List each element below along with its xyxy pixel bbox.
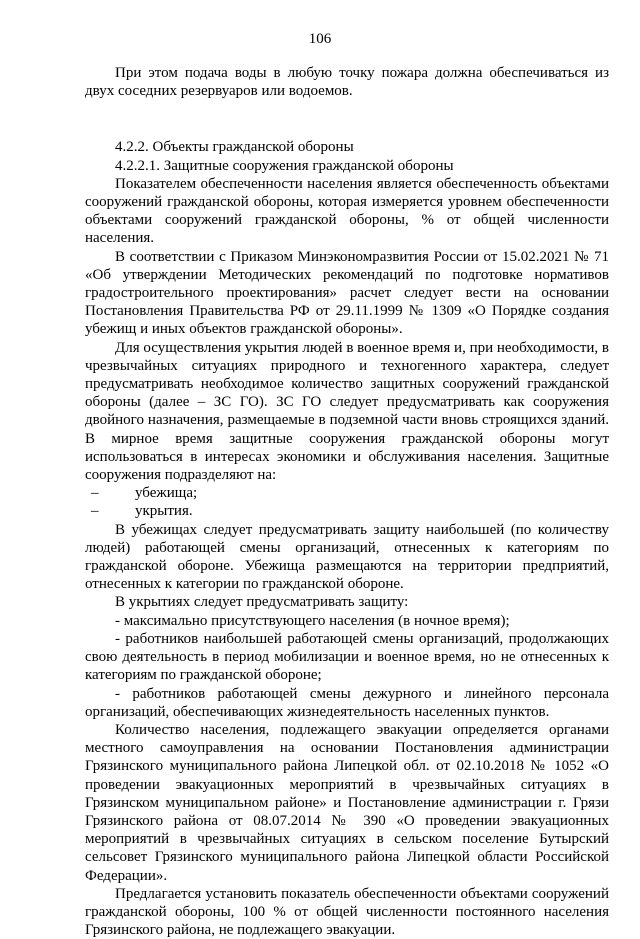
paragraph-covers-intro: В укрытиях следует предусматривать защиту: — [115, 594, 409, 611]
paragraph-shelter: Для осуществления укрытия людей в военное время и, при необходимости, в чрезвычайных ситуациях природного и техногенного характера, следует предусматривать необходимое количество защитных сооружений гражданской обороны (далее – ЗС ГО). ЗС ГО следует предусматривать как сооружения двойного назначения, размещаемые в подземной части вновь строящихся зданий. В мирное время защитные сооружения гражданской обороны могут использоваться в интересах экономики и обслуживания населения. Защитные сооружения подразделяют на: — [85, 339, 609, 484]
section-heading: 4.2.2. Объекты гражданской обороны — [115, 139, 354, 156]
blank-line — [85, 119, 609, 138]
paragraph-shelters: В убежищах следует предусматривать защиту наибольшей (по количеству людей) работающей смены организаций, отнесенных к категориям по гражданской обороне. Убежища размещаются на территории предприятий, отнесенных к категории по гражданской обороне. — [85, 521, 609, 593]
subsection-heading: 4.2.2.1. Защитные сооружения гражданской обороны — [115, 157, 454, 174]
list-item — [85, 484, 609, 502]
list-marker: – — [91, 503, 99, 520]
paragraph-indicator: Показателем обеспеченности населения является обеспеченность объектами сооружений гражданской обороны, которая измеряется уровнем обеспеченности объектами сооружений гражданской обороны, % от общей численности населения. — [85, 175, 609, 247]
page-number: 106 — [308, 31, 332, 47]
page-content — [85, 64, 609, 939]
paragraph-evacuation: Количество населения, подлежащего эвакуации определяется органами местного самоуправления на основании Постановления администрации Грязинского муниципального района Липецкой обл. от 02.10.2018 № 1052 «О проведении эвакуационных мероприятий в чрезвычайных ситуациях в Грязинском муниципальном районе» и Постановление администрации г. Грязи Грязинского района от 08.07.2014 № 390 «О проведении эвакуационных мероприятий в чрезвычайных ситуациях в сельском поселение Бутырский сельсовет Грязинского муниципального района Липецкой области Российской Федерации». — [85, 721, 609, 884]
paragraph-covers-item: - работников работающей смены дежурного и линейного персонала организаций, обеспечивающих жизнедеятельность населенных пунктов. — [85, 685, 609, 720]
list-marker: – — [91, 485, 99, 502]
blank-line — [85, 100, 609, 119]
list-item-text: убежища; — [135, 485, 198, 502]
paragraph-covers-item: - максимально присутствующего населения (в ночное время); — [115, 612, 510, 629]
paragraph-covers-item: - работников наибольшей работающей смены организаций, продолжающих свою деятельность в период мобилизации и военное время, но не отнесенных к категориям по гражданской обороне; — [85, 630, 609, 684]
paragraph-water-supply: При этом подача воды в любую точку пожара должна обеспечиваться из двух соседних резервуаров или водоемов. — [85, 65, 609, 100]
paragraph-order: В соответствии с Приказом Минэкономразвития России от 15.02.2021 № 71 «Об утверждении Методических рекомендаций по подготовке нормативов градостроительного проектирования» расчет следует вести на основании Постановления Правительства РФ от 29.11.1999 № 1309 «О Порядке создания убежищ и иных объектов гражданской обороны». — [85, 248, 609, 338]
paragraph-proposal: Предлагается установить показатель обеспеченности объектами сооружений гражданской обороны, 100 % от общей численности постоянного населения Грязинского района, не подлежащего эвакуации. — [85, 885, 609, 939]
list-item — [85, 502, 609, 520]
list-item-text: укрытия. — [135, 503, 193, 520]
